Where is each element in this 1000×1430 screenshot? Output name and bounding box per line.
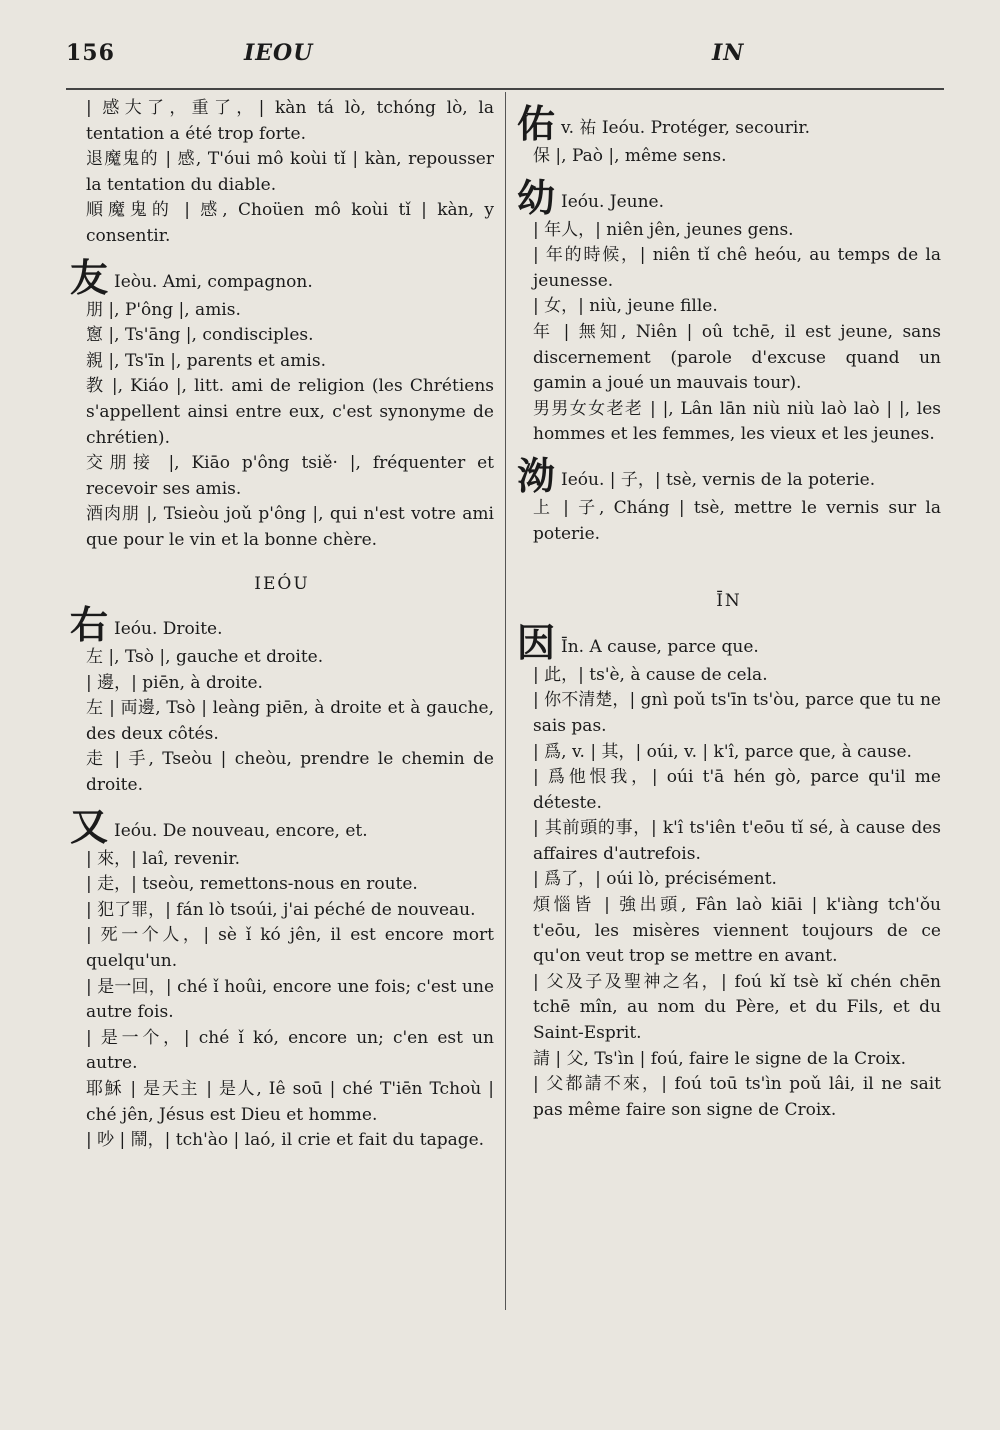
section-heading: IEÓU bbox=[254, 573, 310, 594]
headword-entry bbox=[517, 174, 941, 220]
sub-entry: 順魔鬼的 | 感, Choüen mô koùi tǐ | kàn, y consentir. bbox=[86, 200, 494, 246]
headword-definition: Īn. A cause, parce que. bbox=[561, 636, 759, 657]
sub-entry: | 年人，| niên jên, jeunes gens. bbox=[533, 219, 794, 240]
sub-entry: | 是一回，| ché ǐ hoûi, encore une fois; c'est une autre fois. bbox=[86, 976, 494, 1023]
sub-entry: | 爲了，| oúi lò, précisément. bbox=[533, 869, 777, 890]
sub-entry: 年 | 無知, Niên | oû tchē, il est jeune, sans discernement (parole d'excuse quand un gamin a joué un mauvais tour). bbox=[533, 321, 941, 394]
headword-definition: Ieóu. Droite. bbox=[114, 619, 223, 640]
headword-character: 佑 bbox=[517, 101, 556, 146]
sub-entry: | 感大了，重了，| kàn tá lò, tchóng lò, la tentation a été trop forte. bbox=[86, 98, 494, 144]
sub-entry: | 父都請不來，| foú toū ts'ìn poǔ lâi, il ne sait pas même faire son signe de Croix. bbox=[533, 1074, 941, 1120]
sub-entry: 煩惱皆 | 強出頭, Fân laò kiāi | k'iàng tch'ǒu t'eōu, les misères viennent toujours de ce qu'on veut trop se mettre en avant. bbox=[533, 895, 941, 967]
headword-entry bbox=[70, 602, 494, 648]
sub-entry: 請 | 父, Ts'ìn | foú, faire le signe de la Croix. bbox=[533, 1048, 906, 1069]
sub-entry: 男男女女老老 | |, Lân lān niù niù laò laò | |, les hommes et les femmes, les vieux et les jeunes. bbox=[533, 398, 941, 445]
sub-entry: 退魔鬼的 | 感, T'óui mô koùi tǐ | kàn, repousser la tentation du diable. bbox=[86, 149, 494, 195]
sub-entry: | 其前頭的事，| k'î ts'iên t'eōu tǐ sé, à cause des affaires d'autrefois. bbox=[533, 818, 941, 864]
sub-entry: 保 |, Paò |, même sens. bbox=[533, 146, 727, 166]
headword-entry bbox=[517, 452, 941, 498]
headword-character: 又 bbox=[70, 803, 109, 849]
sub-entry: | 父及子及聖神之名，| foú kǐ tsè kǐ chén chēn tchē mîn, au nom du Père, et du Fils, et du Saint-Esprit. bbox=[533, 971, 941, 1044]
headword-definition: v. 祐 Ieóu. Protéger, secourir. bbox=[561, 118, 810, 138]
sub-entry: | 死一个人，| sè ǐ kó jên, il est encore mort quelqu'un. bbox=[86, 925, 494, 972]
headword-entry bbox=[70, 254, 494, 300]
headword-entry bbox=[517, 619, 941, 665]
page-number: 156 bbox=[66, 40, 115, 66]
headword-character: 幼 bbox=[517, 174, 556, 220]
sub-entry: 酒肉朋 |, Tsieòu joǔ p'ông |, qui n'est votre ami que pour le vin et la bonne chère. bbox=[86, 504, 494, 550]
left-running-head: IEOU bbox=[244, 40, 314, 66]
headword-character: 右 bbox=[70, 602, 109, 648]
right-column bbox=[517, 96, 941, 1123]
sub-entry: | 吵 | 鬧，| tch'ào | laó, il crie et fait du tapage. bbox=[86, 1130, 485, 1151]
headword-definition: Ieóu. De nouveau, encore, et. bbox=[114, 820, 368, 841]
sub-entry: 親 |, Ts'īn |, parents et amis. bbox=[86, 350, 326, 371]
headword-definition: Ieóu. | 子，| tsè, vernis de la poterie. bbox=[561, 469, 876, 490]
sub-entry: | 犯了罪，| fán lò tsoúi, j'ai péché de nouveau. bbox=[86, 899, 476, 920]
sub-entry: 上 | 子, Cháng | tsè, mettre le vernis sur la poterie. bbox=[533, 497, 941, 544]
sub-entry: | 爲他恨我，| oúi t'ā hén gò, parce qu'il me déteste. bbox=[533, 767, 941, 813]
column-separator bbox=[505, 92, 506, 1310]
headword-definition: Ieóu. Jeune. bbox=[561, 191, 665, 212]
section-heading: ĪN bbox=[716, 591, 742, 612]
sub-entry: 左 | 両邊, Tsò | leàng piēn, à droite et à gauche, des deux côtés. bbox=[86, 698, 494, 744]
sub-entry: 走 | 手, Tseòu | cheòu, prendre le chemin de droite. bbox=[86, 749, 494, 796]
sub-entry: 耶穌 | 是天主 | 是人, Iê soū | ché T'iēn Tchoù | ché jên, Jésus est Dieu et homme. bbox=[86, 1079, 494, 1125]
headword-character: 因 bbox=[517, 619, 556, 665]
sub-entry: | 來，| laî, revenir. bbox=[86, 848, 240, 869]
sub-entry: 交朋接 |, Kiāo p'ông tsiě· |, fréquenter et recevoir ses amis. bbox=[86, 453, 494, 499]
sub-entry: | 你不清楚，| gnì poǔ ts'īn ts'òu, parce que tu ne sais pas. bbox=[533, 690, 941, 736]
sub-entry: | 年的時候，| niên tǐ chê heóu, au temps de la jeunesse. bbox=[533, 245, 941, 291]
sub-entry: 朋 |, P'ông |, amis. bbox=[86, 299, 241, 320]
sub-entry: | 女，| niù, jeune fille. bbox=[533, 296, 718, 317]
right-running-head: IN bbox=[712, 40, 745, 66]
sub-entry: 窻 |, Ts'āng |, condisciples. bbox=[86, 325, 314, 346]
headword-character: 泑 bbox=[517, 452, 556, 498]
header-rule bbox=[66, 88, 944, 90]
headword-entry bbox=[517, 101, 941, 146]
headword-character: 友 bbox=[70, 254, 109, 300]
sub-entry: | 走，| tseòu, remettons-nous en route. bbox=[86, 874, 418, 895]
sub-entry: 教 |, Kiáo |, litt. ami de religion (les Chrétiens s'appellent ainsi entre eux, c'est synonyme de chrétien). bbox=[86, 376, 494, 448]
headword-entry bbox=[70, 803, 494, 849]
left-column bbox=[70, 96, 494, 1154]
sub-entry: | 邊，| piēn, à droite. bbox=[86, 672, 263, 693]
sub-entry: 左 |, Tsò |, gauche et droite. bbox=[86, 647, 324, 668]
headword-definition: Ieòu. Ami, compagnon. bbox=[114, 271, 313, 292]
sub-entry: | 是一个，| ché ǐ kó, encore un; c'en est un autre. bbox=[86, 1027, 494, 1074]
sub-entry: | 此，| ts'è, à cause de cela. bbox=[533, 664, 768, 685]
sub-entry: | 爲, v. | 其，| oúi, v. | k'î, parce que, à cause. bbox=[533, 741, 912, 762]
